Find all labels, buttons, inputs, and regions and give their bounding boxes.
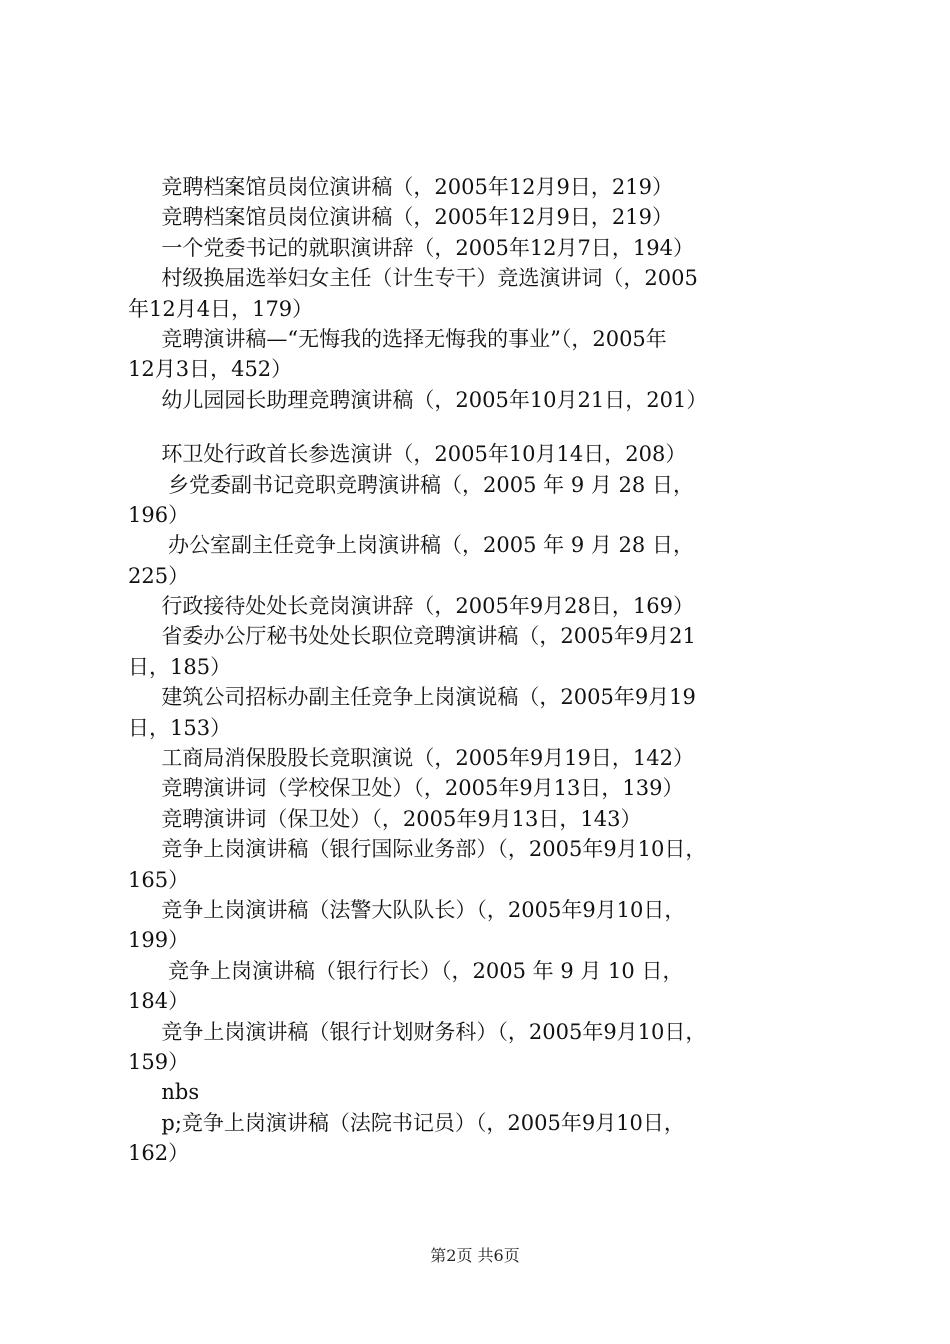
- text-line: 竞争上岗演讲稿（银行行长）（，2005 年 9 月 10 日，: [128, 958, 684, 983]
- text-line: 工商局消保股股长竞职演说（，2005年9月19日，142）: [128, 746, 694, 771]
- text-line: 12月3日，452）: [128, 357, 293, 382]
- text-line: nbs: [128, 1080, 200, 1105]
- text-line: p;竞争上岗演讲稿（法院书记员）（，2005年9月10日，: [128, 1110, 685, 1135]
- text-line: 建筑公司招标办副主任竞争上岗演说稿（，2005年9月19: [128, 685, 696, 710]
- text-line: 村级换届选举妇女主任（计生专干）竞选演讲词（，2005: [128, 266, 698, 291]
- text-line: 办公室副主任竞争上岗演讲稿（，2005 年 9 月 28 日，: [128, 533, 694, 558]
- text-line: 199）: [128, 928, 190, 953]
- text-line: 幼儿园园长助理竞聘演讲稿（，2005年10月21日，201）: [128, 387, 708, 412]
- text-line: 省委办公厅秘书处处长职位竞聘演讲稿（，2005年9月21: [128, 624, 696, 649]
- paragraph-gap: [128, 415, 838, 439]
- text-line: 225）: [128, 563, 190, 588]
- text-line: 竞聘档案馆员岗位演讲稿（，2005年12月9日，219）: [128, 205, 673, 230]
- document-body: [128, 172, 838, 1169]
- text-line: 行政接待处处长竞岗演讲辞（，2005年9月28日，169）: [128, 594, 694, 619]
- text-line: 竞争上岗演讲稿（法警大队队长）（，2005年9月10日，: [128, 897, 686, 922]
- text-line: 竞聘档案馆员岗位演讲稿（，2005年12月9日，219）: [128, 175, 673, 199]
- text-line: 159）: [128, 1049, 190, 1074]
- text-line: 竞聘演讲稿—“无悔我的选择无悔我的事业”（，2005年: [128, 326, 667, 351]
- text-line: 196）: [128, 502, 190, 527]
- page-number-label: 第2页 共6页: [430, 1246, 520, 1265]
- text-line: 竞争上岗演讲稿（银行计划财务科）（，2005年9月10日，: [128, 1019, 707, 1044]
- text-line: 年12月4日，179）: [128, 296, 314, 321]
- text-line: 竞聘演讲词（学校保卫处）（，2005年9月13日，139）: [128, 776, 684, 801]
- text-line: 环卫处行政首长参选演讲（，2005年10月14日，208）: [128, 442, 687, 467]
- text-line: 一个党委书记的就职演讲辞（，2005年12月7日，194）: [128, 235, 694, 260]
- text-line: 竞聘演讲词（保卫处）（，2005年9月13日，143）: [128, 806, 642, 831]
- text-line: 165）: [128, 867, 190, 892]
- text-line: 日，153）: [128, 715, 232, 740]
- text-line: 日，185）: [128, 654, 232, 679]
- text-line: 184）: [128, 989, 190, 1014]
- text-line: 竞争上岗演讲稿（银行国际业务部）（，2005年9月10日，: [128, 837, 707, 862]
- page-footer: [0, 1243, 950, 1266]
- text-line: 乡党委副书记竞职竞聘演讲稿（，2005 年 9 月 28 日，: [128, 472, 694, 497]
- text-line: 162）: [128, 1141, 190, 1166]
